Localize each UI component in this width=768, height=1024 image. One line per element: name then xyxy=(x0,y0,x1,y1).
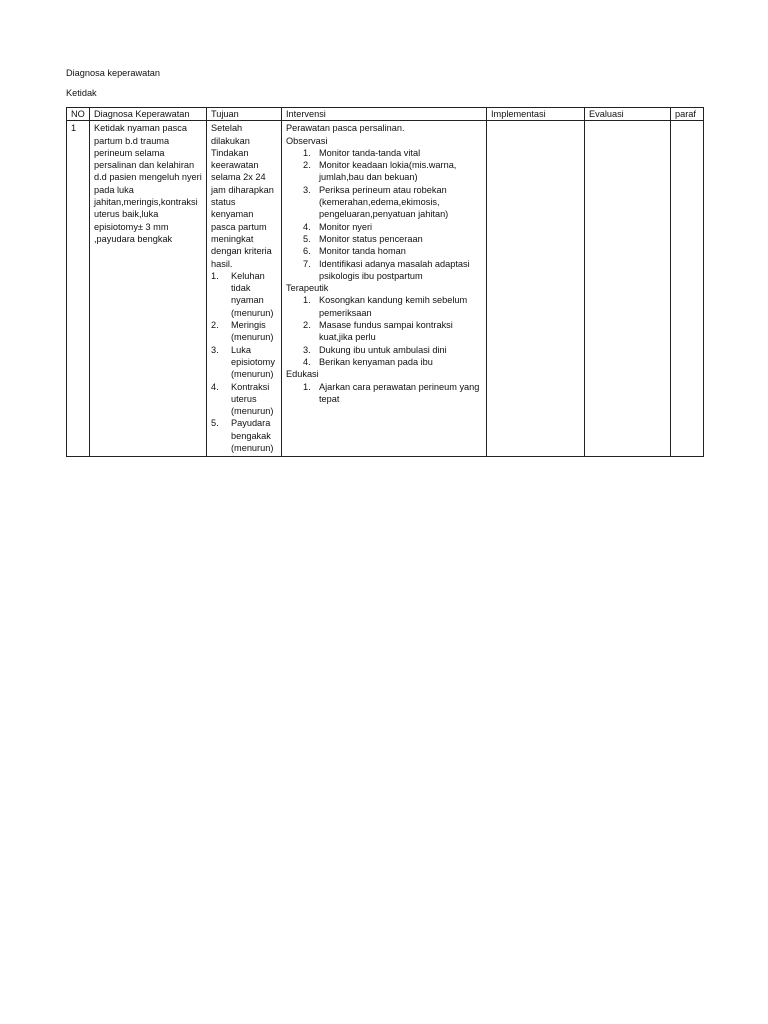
cell-no: 1 xyxy=(67,121,90,457)
cell-intervensi xyxy=(282,121,487,457)
list-item: 1. Kosongkan kandung kemih sebelum pemeriksaan xyxy=(303,295,468,318)
list-item: 4. Monitor nyeri xyxy=(303,221,373,232)
terapeutik-label: Terapeutik xyxy=(286,283,329,294)
list-item: 1. Keluhan tidak nyaman (menurun) xyxy=(211,270,274,318)
cell-evaluasi xyxy=(585,121,671,457)
list-item: 4. Kontraksi uterus (menurun) xyxy=(211,381,274,417)
tujuan-intro: Setelah dilakukan Tindakan keerawatan selama 2x 24 jam diharapkan status kenyaman pasca partum meningkat dengan kriteria hasil. xyxy=(211,123,274,269)
header-implementasi: Implementasi xyxy=(487,108,585,121)
list-item: 6. Monitor tanda homan xyxy=(303,246,406,257)
list-item: 5. Payudara bengakak (menurun) xyxy=(211,418,274,454)
list-item: 3. Luka episiotomy (menurun) xyxy=(211,344,275,380)
header-intervensi: Intervensi xyxy=(282,108,487,121)
edukasi-list xyxy=(286,381,482,406)
list-item: 2. Meringis (menurun) xyxy=(211,320,274,343)
table-row xyxy=(67,121,704,457)
header-paraf: paraf xyxy=(671,108,704,121)
edukasi-label: Edukasi xyxy=(286,369,319,380)
cell-tujuan xyxy=(207,121,282,457)
document-title: Diagnosa keperawatan xyxy=(66,68,160,78)
cell-diagnosa xyxy=(90,121,207,457)
table-header-row xyxy=(67,108,704,121)
intervensi-intro: Perawatan pasca persalinan. xyxy=(286,123,405,134)
list-item: 2. Masase fundus sampai kontraksi kuat,jika perlu xyxy=(303,320,453,343)
nursing-care-table xyxy=(66,107,704,457)
document-subtitle: Ketidak xyxy=(66,88,97,98)
header-evaluasi: Evaluasi xyxy=(585,108,671,121)
list-item: 7. Identifikasi adanya masalah adaptasi psikologis ibu postpartum xyxy=(303,258,470,281)
terapeutik-list xyxy=(286,294,482,368)
list-item: 3. Periksa perineum atau robekan (kemerahan,edema,ekimosis, pengeluaran,penyatuan jahitan) xyxy=(303,184,449,220)
list-item: 5. Monitor status penceraan xyxy=(303,233,423,244)
list-item: 4. Berikan kenyaman pada ibu xyxy=(303,356,433,367)
list-item: 1. Ajarkan cara perawatan perineum yang tepat xyxy=(303,381,480,404)
header-diagnosa: Diagnosa Keperawatan xyxy=(90,108,207,121)
tujuan-criteria-list xyxy=(211,270,277,454)
observasi-label: Observasi xyxy=(286,135,328,146)
diagnosa-text: Ketidak nyaman pasca partum b.d trauma perineum selama persalinan dan kelahiran d.d pasien mengeluh nyeri pada luka jahitan,meringis,kontraksi uterus baik,luka episiotomy± 3 mm ,payudara bengkak xyxy=(94,123,202,244)
cell-implementasi xyxy=(487,121,585,457)
cell-paraf xyxy=(671,121,704,457)
list-item: 1. Monitor tanda-tanda vital xyxy=(303,147,421,158)
header-no: NO xyxy=(67,108,90,121)
observasi-list xyxy=(286,147,482,282)
header-tujuan: Tujuan xyxy=(207,108,282,121)
list-item: 2. Monitor keadaan lokia(mis.warna, jumlah,bau dan bekuan) xyxy=(303,160,457,183)
list-item: 3. Dukung ibu untuk ambulasi dini xyxy=(303,344,447,355)
